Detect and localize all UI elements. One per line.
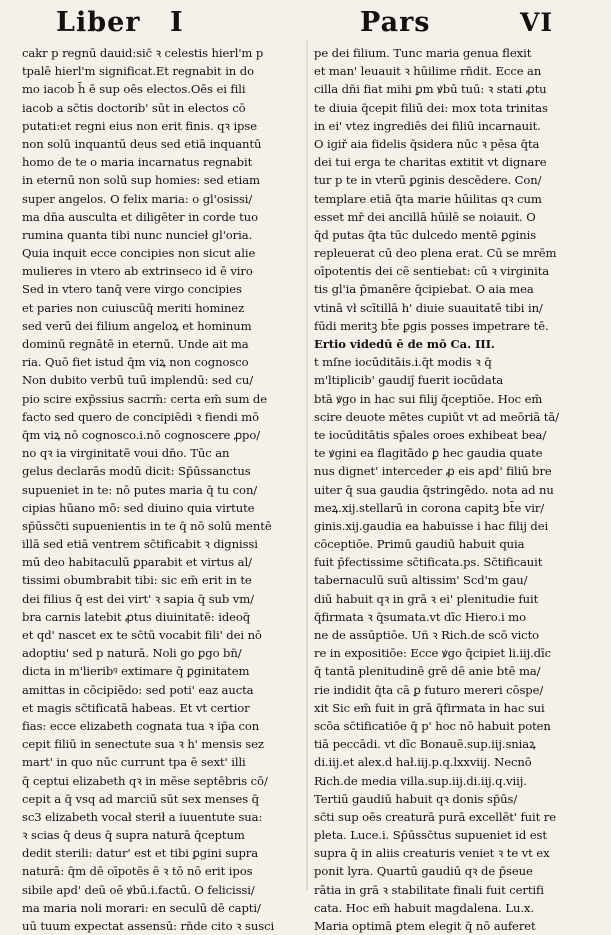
right-column-line: pleta. Luce.i. Sp̄ūssc̄tus supueniet id est: [314, 828, 547, 843]
left-column-line: naturā: q̄m dē oīpotēs ē ꝛ tō nō erit ipos: [22, 864, 253, 879]
left-column-line: supueniet in te: nō putes maria q̄ tu con/: [22, 482, 258, 497]
left-column-line: non solū inquantū deus sed etiā inquantū: [22, 136, 262, 151]
right-column-line: rātia in grā ꝛ stabilitate finali fuit certifi: [314, 882, 544, 897]
left-column-line: mart' in quo nūc currunt tpa ē sext' illi: [22, 755, 246, 770]
left-column-line: dei filius q̄ est dei virt' ꝛ sapia q̄ sub vm/: [22, 591, 254, 606]
right-column-line: re in expositiōe: Ecce ꝟgo q̄cipiet li.iij.dīc: [314, 646, 551, 661]
right-column-line: Ertio videdū ē de mō Ca. III.: [314, 337, 495, 351]
left-column-line: ria. Quō fiet istud q̄m viꝝ non cognosco: [22, 355, 249, 370]
right-column-line: pe dei filium. Tunc maria genua flexit: [314, 46, 532, 60]
left-column-line: ꝛ scias q̄ deus q̄ supra naturā q̄ceptum: [22, 828, 245, 843]
left-column-line: Non dubito verbū tuū implendū: sed cu/: [22, 373, 254, 388]
left-column-line: mo iacob h̄ ē sup oēs electos.Oēs ei fili: [22, 82, 246, 97]
right-column-line: cōceptiōe. Primū gaudiū habuit quia: [314, 537, 525, 552]
left-column-line: adoptiu' sed p naturā. Noli go ꝑgo bn̄/: [22, 646, 242, 661]
right-column-line: dei tui erga te charitas extitit vt dignare: [314, 155, 547, 170]
left-column-line: dominū regnātē in eternū. Unde ait ma: [22, 337, 249, 351]
right-column-line: t mſne iocūditāis.i.q̄t modis ꝛ q̄: [314, 355, 492, 370]
right-column-line: m'ltiplicib' gaudiȷ̄ fuerit iocūdata: [314, 373, 504, 388]
right-column-line: ne de assūptiōe. Uñ ꝛ Rich.de scō victo: [314, 628, 540, 642]
right-column-line: q̄d putas q̄ta tūc dulcedo mentē ꝑginis: [314, 227, 537, 242]
left-column-line: ma maria noli morari: en seculū dē capti/: [22, 900, 261, 915]
left-column-line: fias: ecce elizabeth cognata tua ꝛ ip̄a con: [22, 718, 260, 733]
left-column-line: super angelos. O felix maria: o gl'osissi/: [22, 191, 253, 206]
left-column-line: et qd' nascet ex te sc̄tū vocabit fili' dei nō: [22, 628, 262, 642]
left-column-line: mū deo habitaculū ꝑparabit et virtus al/: [22, 555, 252, 570]
right-column-line: ginis.xij.gaudia ea habuisse i hac filij dei: [314, 518, 549, 533]
right-column-line: supra q̄ in aliis creaturis veniet ꝛ te vt ex: [314, 846, 550, 861]
left-column-line: illā sed etiā ventrem sc̄tificabit ꝛ dignissi: [22, 537, 258, 552]
right-column-line: q̄firmata ꝛ q̄sumata.vt dīc Hiero.i mo: [314, 609, 526, 624]
left-column-line: putati:et regni eius non erit finis. qꝛ ipse: [22, 118, 257, 133]
left-column-line: sed verū dei filium angeloꝝ et hominum: [22, 318, 252, 333]
right-column-line: sc̄ti sup oēs creaturā purā excellēt' fuit re: [314, 809, 556, 824]
right-text-column: [314, 44, 598, 935]
left-column-line: cepit a q̄ vsq ad marciū sūt sex menses q̄: [22, 791, 259, 806]
right-column-line: O igiř aia fidelis q̄sidera nūc ꝛ pēsa q̄ta: [314, 136, 540, 151]
left-column-line: dicta in m'lieribꝰ extimare q̄ ꝑginitatem: [22, 664, 250, 679]
left-column-line: cakr p regnū dauid:sic̄ ꝛ celestis hierl'm p: [22, 46, 264, 60]
left-column-line: et magis sc̄tificatā habeas. Et vt certior: [22, 700, 250, 715]
right-column-line: Tertiū gaudiū habuit qꝛ donis sp̄ūs/: [314, 791, 518, 806]
right-column-line: cata. Hoc em̄ habuit magdalena. Lu.x.: [314, 900, 534, 915]
running-head-book-number: I: [170, 7, 184, 38]
left-column-line: pio scire exp̄ssius sacrm̄: certa em̄ sum de: [22, 391, 268, 406]
left-column-line: cipias hūano mō: sed diuino quia virtute: [22, 500, 255, 515]
left-column-line: bra carnis latebit ꝓtus diuinitatē: ideoq̄: [22, 609, 251, 624]
right-column-line: diū habuit qꝛ in grā ꝛ ei' plenitudie fuit: [314, 591, 539, 606]
right-column-line: fūdi meritꝫ bt̄e ꝑgis posses impetrare tē.: [314, 318, 549, 333]
right-column-line: templare etiā q̄ta marie hūilitas qꝛ cum: [314, 191, 542, 206]
right-column-line: rie indidit q̄ta cā ꝑ futuro mereri cōspe/: [314, 682, 544, 697]
right-column-line: vtinā vł scītillā h' diuie suauitatē tibi in/: [314, 300, 543, 315]
left-column-line: rumina quanta tibi nunc nuncieł gl'oria.: [22, 227, 253, 242]
right-column-line: tur p te in vterū ꝑginis descēdere. Con/: [314, 173, 542, 188]
left-column-line: tissimi obumbrabit tibi: sic em̄ erit in te: [22, 573, 252, 588]
left-column-line: sc3 elizabeth vocał sterił a iuuentute sua:: [22, 809, 263, 824]
left-column-line: tpalē hierl'm significat.Et regnabit in do: [22, 64, 254, 79]
right-column-line: esset mr̄ dei ancillā hūilē se noiauit. O: [314, 209, 536, 224]
left-column-line: Sed in vtero tanq̄ vere virgo concipies: [22, 282, 242, 297]
right-column-line: tabernaculū suū altissim' Scd'm gau/: [314, 573, 528, 588]
left-column-line: uū tuum expectat assensū: rn̄de cito ꝛ susci: [22, 919, 275, 933]
left-column-line: sibile apd' deū oē ꝟbū.i.factū. O felicissi/: [22, 882, 255, 897]
right-column-line: meꝝ.xij.stellarū in corona capitꝫ bt̄e vir/: [314, 500, 545, 515]
right-column-line: nus dignet' interceder ꝓ eis apd' filiū bre: [314, 464, 552, 479]
right-column-line: scire deuote mētes cupiūt vt ad meōriā tā/: [314, 409, 559, 424]
right-column-line: oīpotentis dei cē sentiebat: cū ꝛ virginita: [314, 264, 550, 279]
left-column-line: homo de te o maria incarnatus regnabit: [22, 155, 253, 170]
left-column-line: iacob a sc̄tis doctorib' sūt in electos cō: [22, 100, 246, 115]
left-column-line: in eternū non solū sup homies: sed etiam: [22, 173, 260, 188]
right-column-line: te iocūditātis sp̄ales oroes exhibeat bea/: [314, 427, 547, 442]
right-column-line: uiter q̄ sua gaudia q̄stringēdo. nota ad nu: [314, 482, 554, 497]
left-column-line: q̄ ceptui elizabeth qꝛ in mēse septēbris cō/: [22, 773, 268, 788]
left-column-line: cepit filiū in senectute sua ꝛ h' mensis sez: [22, 737, 264, 752]
left-column-line: sp̄ūssc̄ti supuenientis in te q̄ nō solū mentē: [22, 518, 272, 533]
left-column-line: gelus declarās modū dicit: Sp̄ūssanctus: [22, 464, 251, 479]
right-column-line: Maria optimā ꝑtem elegit q̄ nō auferet: [314, 919, 536, 933]
running-head-pars: Pars: [360, 7, 431, 38]
right-column-line: ponit lyra. Quartū gaudiū qꝛ de p̄seue: [314, 864, 533, 879]
left-column-line: facto sed quero de concipiēdi ꝛ fiendi mō: [22, 409, 260, 424]
running-head-liber: Liber: [56, 7, 141, 38]
left-text-column: [22, 44, 304, 935]
left-column-line: et paries non cuiuscūq̄ meriti hominez: [22, 300, 245, 315]
right-column-line: te diuia q̄cepit filiū dei: mox tota trinitas: [314, 100, 548, 115]
running-head-part-number: VI: [520, 8, 554, 37]
right-column-line: repleuerat cū deo plena erat. Cū se mrēm: [314, 246, 557, 261]
right-column-line: te ꝟgini ea flagitādo ꝑ hec gaudia quate: [314, 446, 543, 461]
right-column-line: in ei' vtez ingrediēs dei filiū incarnauit.: [314, 118, 541, 133]
left-column-line: no qꝛ ia virginitatē voui dn̄o. Tūc an: [22, 446, 230, 461]
left-column-line: mulieres in vtero ab extrinseco id ē viro: [22, 264, 253, 279]
right-column-line: tiā peccādi. vt dīc Bonauē.sup.iij.sniaꝝ: [314, 737, 536, 752]
right-column-line: cilla dn̄i fiat mihi ꝑm ꝟbū tuū: ꝛ stati ꝓtu: [314, 82, 547, 97]
running-head: [0, 2, 611, 44]
column-gutter: [306, 40, 308, 890]
right-column-line: tis gl'ia p̄manēre q̄cipiebat. O aia mea: [314, 282, 534, 297]
left-column-line: amittas in cōcipiēdo: sed poti' eaz aucta: [22, 682, 254, 697]
right-column-line: xit Sic em̄ fuit in grā q̄firmata in hac sui: [314, 700, 545, 715]
right-column-line: fuit p̄fectissime sc̄tificata.ps. Sc̄tificauit: [314, 555, 543, 570]
right-column-line: di.iij.et alex.d hał.iij.p.q.lxxviij. Necnō: [314, 755, 532, 770]
right-column-line: scōa sc̄tificatiōe q̄ p' hoc nō habuit poten: [314, 718, 551, 733]
right-column-line: btā ꝟgo in hac sui filij q̄ceptiōe. Hoc em̄: [314, 391, 543, 406]
left-column-line: dedit sterili: datur' est et tibi ꝑgini supra: [22, 846, 259, 861]
left-column-line: ma dn̄a ausculta et diligēter in corde tuo: [22, 209, 258, 224]
left-column-line: Quia inquit ecce concipies non sicut alie: [22, 246, 256, 261]
right-column-line: Rich.de media villa.sup.iij.di.iij.q.viij.: [314, 773, 527, 788]
right-column-line: q̄ tantā plenitudinē grē dē anie btē ma/: [314, 664, 541, 679]
left-column-line: q̄m viꝝ nō cognosco.i.nō cognoscere ꝓpo/: [22, 427, 261, 442]
right-column-line: et man' leuauit ꝛ hūilime rn̄dit. Ecce an: [314, 64, 542, 79]
